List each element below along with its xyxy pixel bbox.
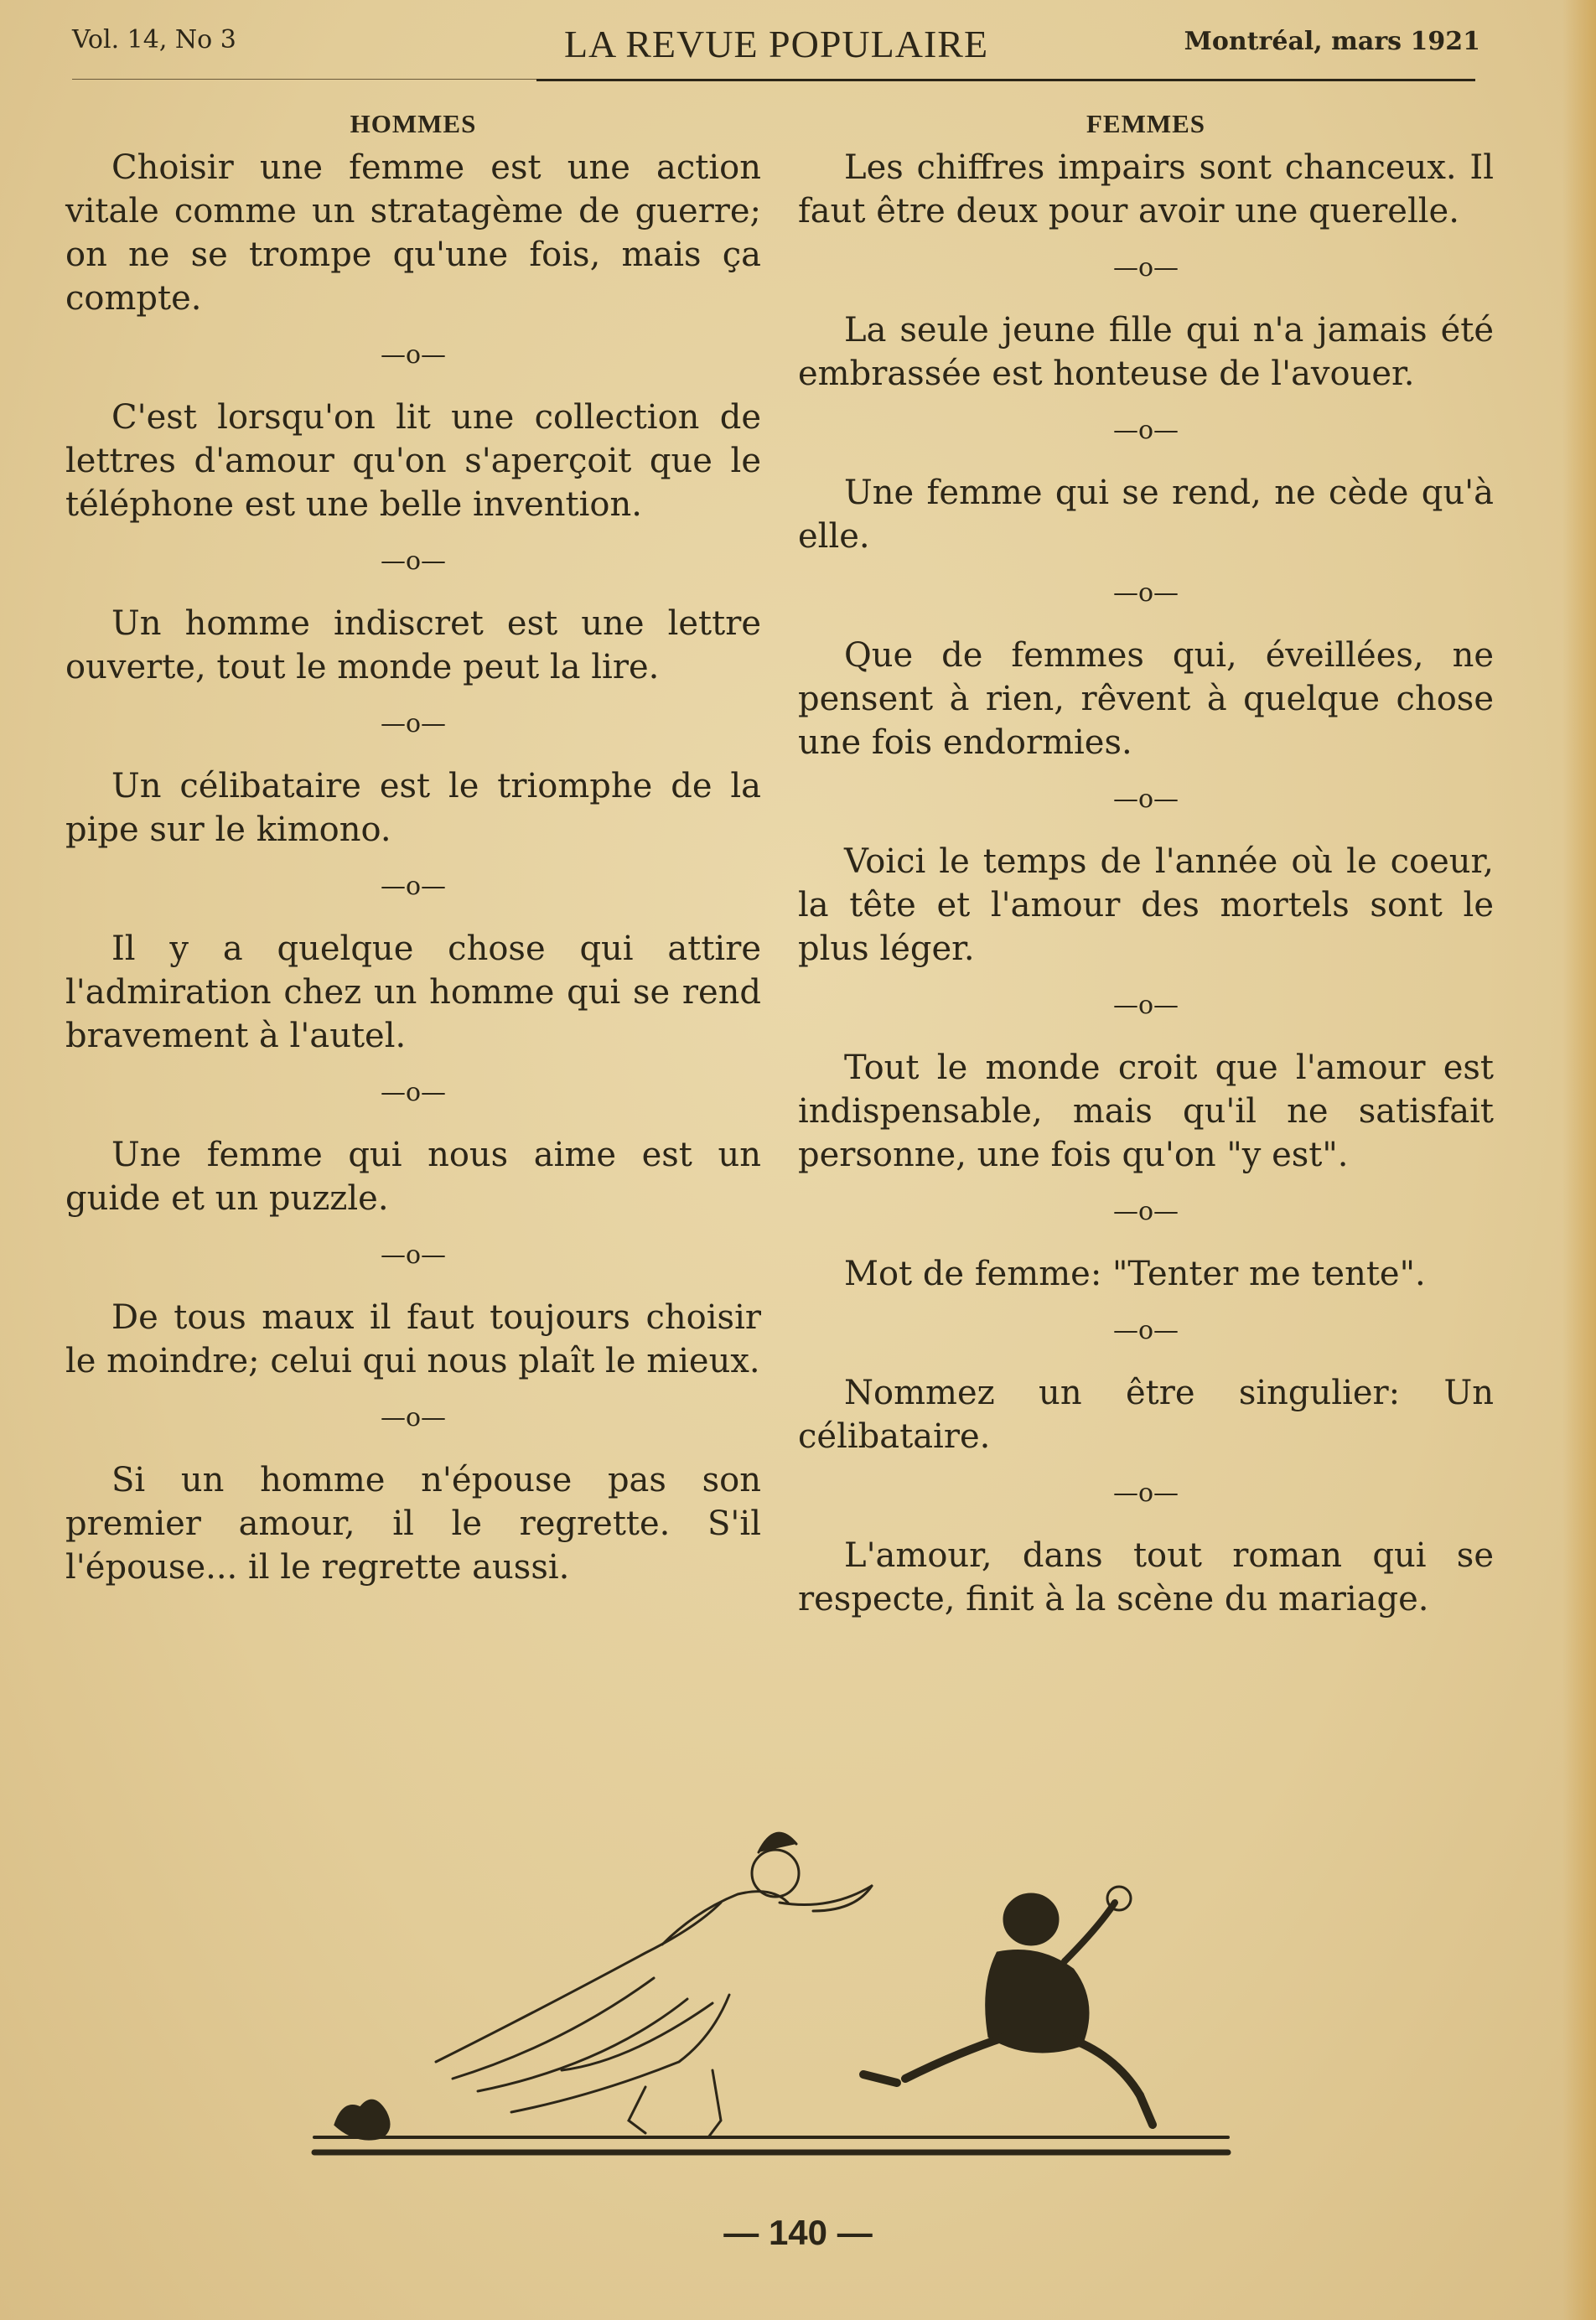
column-heading-hommes: HOMMES xyxy=(350,109,477,138)
maxim-paragraph: Nommez un être singulier: Un célibataire. xyxy=(798,1374,1494,1456)
separator: —o— xyxy=(380,709,447,738)
column-femmes xyxy=(798,109,1494,1621)
maxim-paragraph: Tout le monde croit que l'amour est indispensable, mais qu'il ne satisfait personne, une fois qu'on "y est". xyxy=(798,1049,1494,1174)
maxim-paragraph: De tous maux il faut toujours choisir le moindre; celui qui nous plaît le mieux. xyxy=(65,1298,761,1380)
maxim-paragraph: Choisir une femme est une action vitale comme un stratagème de guerre; on ne se trompe qu'une fois, mais ça compte. xyxy=(65,148,761,318)
maxim-paragraph: L'amour, dans tout roman qui se respecte, finit à la scène du mariage. xyxy=(798,1536,1494,1618)
page-number: — 140 — xyxy=(723,2213,873,2252)
volume-label: Vol. 14, No 3 xyxy=(72,25,236,54)
separator: —o— xyxy=(1112,578,1179,608)
chase-illustration xyxy=(310,1794,1232,2179)
header-rule xyxy=(536,79,1475,81)
maxim-paragraph: Un célibataire est le triomphe de la pipe sur le kimono. xyxy=(65,767,761,849)
column-hommes xyxy=(65,109,761,1589)
maxim-paragraph: Les chiffres impairs sont chanceux. Il faut être deux pour avoir une querelle. xyxy=(798,148,1494,230)
maxim-paragraph: Il y a quelque chose qui attire l'admiration chez un homme qui se rend bravement à l'autel. xyxy=(65,930,761,1055)
page-header xyxy=(72,18,1480,77)
separator: —o— xyxy=(380,546,447,576)
maxim-paragraph: Voici le temps de l'année où le coeur, la tête et l'amour des mortels sont le plus léger. xyxy=(798,842,1494,968)
maxim-paragraph: Mot de femme: "Tenter me tente". xyxy=(844,1255,1426,1293)
separator: —o— xyxy=(380,1403,447,1432)
maxim-paragraph: Que de femmes qui, éveillées, ne pensent à rien, rêvent à quelque chose une fois endormies. xyxy=(798,636,1494,762)
maxim-paragraph: C'est lorsqu'on lit une collection de lettres d'amour qu'on s'aperçoit que le téléphone est une belle invention. xyxy=(65,398,761,524)
separator: —o— xyxy=(380,872,447,901)
maxim-paragraph: Si un homme n'épouse pas son premier amour, il le regrette. S'il l'épouse... il le regrette aussi. xyxy=(65,1461,761,1587)
maxim-paragraph: La seule jeune fille qui n'a jamais été embrassée est honteuse de l'avouer. xyxy=(798,311,1494,393)
separator: —o— xyxy=(380,1240,447,1270)
separator: —o— xyxy=(1112,1478,1179,1508)
separator: —o— xyxy=(1112,785,1179,814)
page-edge-stain xyxy=(1562,0,1596,2320)
separator: —o— xyxy=(1112,991,1179,1020)
separator: —o— xyxy=(1112,1316,1179,1345)
maxim-paragraph: Une femme qui nous aime est un guide et un puzzle. xyxy=(65,1136,761,1218)
issue-date: Montréal, mars 1921 xyxy=(1184,27,1480,56)
separator: —o— xyxy=(1112,416,1179,445)
header-rule-thin xyxy=(72,79,542,80)
separator: —o— xyxy=(1112,1197,1179,1226)
maxim-paragraph: Un homme indiscret est une lettre ouverte, tout le monde peut la lire. xyxy=(65,604,761,686)
separator: —o— xyxy=(380,340,447,370)
separator: —o— xyxy=(1112,253,1179,282)
separator: —o— xyxy=(380,1078,447,1107)
column-heading-femmes: FEMMES xyxy=(1086,109,1206,138)
magazine-title: LA REVUE POPULAIRE xyxy=(563,23,989,65)
maxim-paragraph: Une femme qui se rend, ne cède qu'à elle. xyxy=(798,474,1494,556)
